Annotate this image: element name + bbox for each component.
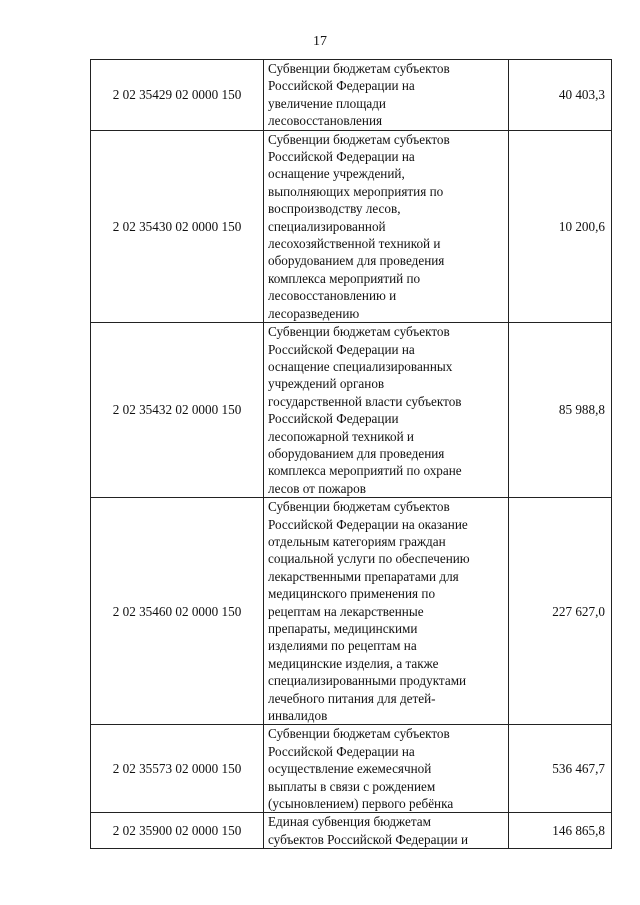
description-line: инвалидов [268,708,328,724]
description-line: Единая субвенция бюджетам [268,814,431,830]
description-line: Российской Федерации на [268,341,415,357]
description-cell [264,725,509,813]
budget-code-cell: 2 02 35432 02 0000 150 [91,323,264,498]
description-line: оснащение учреждений, [268,166,405,182]
description-cell [264,60,509,131]
budget-table [90,59,612,849]
description-line: комплекса мероприятий по [268,270,421,286]
description-line: государственной власти субъектов [268,393,462,409]
description-line: Субвенции бюджетам субъектов [268,324,450,340]
description-line: препараты, медицинскими [268,621,418,636]
description-line: (усыновлением) первого ребёнка [268,796,454,812]
description-line: выплаты в связи с рождением [268,778,436,794]
description-line: лечебного питания для детей- [268,690,436,706]
description-line: Субвенции бюджетам субъектов [268,499,450,515]
description-line: Российской Федерации на оказание [268,516,468,532]
description-line: лесопожарной техникой и [268,428,414,444]
description-line: Субвенции бюджетам субъектов [268,726,450,742]
amount-cell: 85 988,8 [509,323,612,498]
description-line: специализированными продуктами [268,673,467,689]
description-line: социальной услуги по обеспечению [268,551,470,567]
amount-cell: 146 865,8 [509,813,612,849]
description-line: воспроизводству лесов, [268,201,401,217]
description-line: увеличение площади [268,95,386,111]
budget-code-cell: 2 02 35460 02 0000 150 [91,498,264,725]
budget-code-cell: 2 02 35573 02 0000 150 [91,725,264,813]
description-line: лесовосстановления [268,113,383,129]
table-row [91,813,612,849]
budget-code-cell: 2 02 35430 02 0000 150 [91,130,264,322]
description-line: оборудованием для проведения [268,253,445,269]
description-line: учреждений органов [268,376,385,392]
description-line: Российской Федерации на [268,743,415,759]
description-cell [264,323,509,498]
table-row [91,130,612,322]
description-line: Субвенции бюджетам субъектов [268,131,450,147]
description-line: лесовосстановлению и [268,288,397,304]
description-line: лесов от пожаров [268,480,366,496]
description-line: осуществление ежемесячной [268,761,432,777]
description-line: изделиями по рецептам на [268,638,417,654]
description-line: оборудованием для проведения [268,445,445,461]
description-cell [264,130,509,322]
description-line: комплекса мероприятий по охране [268,463,462,479]
description-line: рецептам на лекарственные [268,603,424,619]
description-cell [264,813,509,849]
description-line: Субвенции бюджетам субъектов [268,61,450,76]
description-line: медицинского применения по [268,586,436,602]
description-line: Российской Федерации [268,411,399,427]
description-line: субъектов Российской Федерации и [268,831,469,847]
description-line: лекарственными препаратами для [268,568,459,584]
amount-cell: 10 200,6 [509,130,612,322]
description-line: Российской Федерации на [268,149,415,165]
description-line: выполняющих мероприятия по [268,183,444,199]
table-row [91,498,612,725]
description-line: лесоразведению [268,305,360,321]
table-row [91,60,612,131]
description-line: специализированной [268,218,386,234]
description-line: медицинские изделия, а также [268,655,439,671]
description-line: оснащение специализированных [268,358,453,374]
budget-code-cell: 2 02 35429 02 0000 150 [91,60,264,131]
budget-table-body [91,60,612,849]
budget-code-cell: 2 02 35900 02 0000 150 [91,813,264,849]
page-number: 17 [313,34,327,49]
description-line: отдельным категориям граждан [268,533,446,549]
amount-cell: 536 467,7 [509,725,612,813]
table-row [91,725,612,813]
description-cell [264,498,509,725]
table-row [91,323,612,498]
description-line: Российской Федерации на [268,78,415,94]
amount-cell: 227 627,0 [509,498,612,725]
description-line: лесохозяйственной техникой и [268,236,441,252]
amount-cell: 40 403,3 [509,60,612,131]
